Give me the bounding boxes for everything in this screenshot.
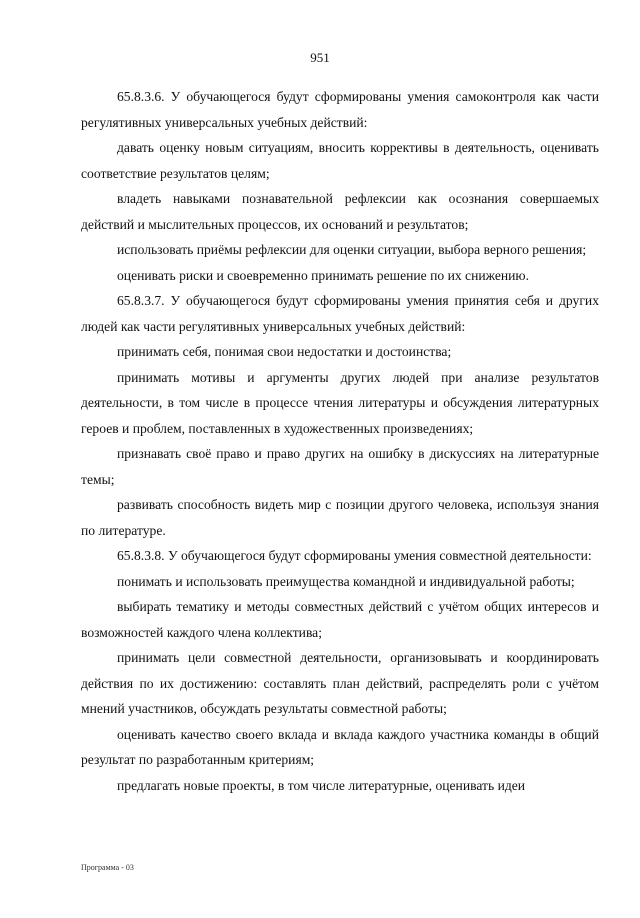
paragraph: оценивать риски и своевременно принимать решение по их снижению. — [117, 267, 529, 283]
body-text — [81, 84, 599, 798]
paragraph: предлагать новые проекты, в том числе литературные, оценивать идеи — [117, 777, 526, 793]
page-number: 951 — [310, 50, 330, 65]
paragraph: 65.8.3.6. У обучающегося будут сформированы умения самоконтроля как части регулятивных универсальных учебных действий: — [81, 89, 599, 130]
paragraph: выбирать тематику и методы совместных действий с учётом общих интересов и возможностей каждого члена коллектива; — [81, 599, 599, 640]
paragraph: принимать мотивы и аргументы других людей при анализе результатов деятельности, в том числе в процессе чтения литературы и обсуждения литературных героев и проблем, поставленных в художественных произведениях; — [81, 369, 599, 436]
paragraph: владеть навыками познавательной рефлексии как осознания совершаемых действий и мыслительных процессов, их оснований и результатов; — [81, 191, 599, 232]
paragraph: использовать приёмы рефлексии для оценки ситуации, выбора верного решения; — [117, 242, 587, 257]
paragraph: давать оценку новым ситуациям, вносить коррективы в деятельность, оценивать соответствие результатов целям; — [81, 140, 599, 181]
paragraph: оценивать качество своего вклада и вклада каждого участника команды в общий результат по разработанным критериям; — [81, 726, 599, 767]
paragraph: 65.8.3.8. У обучающегося будут сформированы умения совместной деятельности: — [117, 548, 592, 563]
paragraph: принимать цели совместной деятельности, организовывать и координировать действия по их достижению: составлять план действий, распределять роли с учётом мнений участников, обсуждать результаты совместной работы; — [81, 650, 599, 716]
paragraph: принимать себя, понимая свои недостатки и достоинства; — [117, 344, 452, 359]
paragraph: развивать способность видеть мир с позиции другого человека, используя знания по литературе. — [81, 497, 599, 538]
footer-note: Программа - 03 — [81, 863, 134, 872]
paragraph: признавать своё право и право других на ошибку в дискуссиях на литературные темы; — [81, 446, 599, 487]
paragraph: понимать и использовать преимущества командной и индивидуальной работы; — [117, 573, 575, 589]
paragraph: 65.8.3.7. У обучающегося будут сформированы умения принятия себя и других людей как части регулятивных универсальных учебных действий: — [81, 293, 599, 334]
